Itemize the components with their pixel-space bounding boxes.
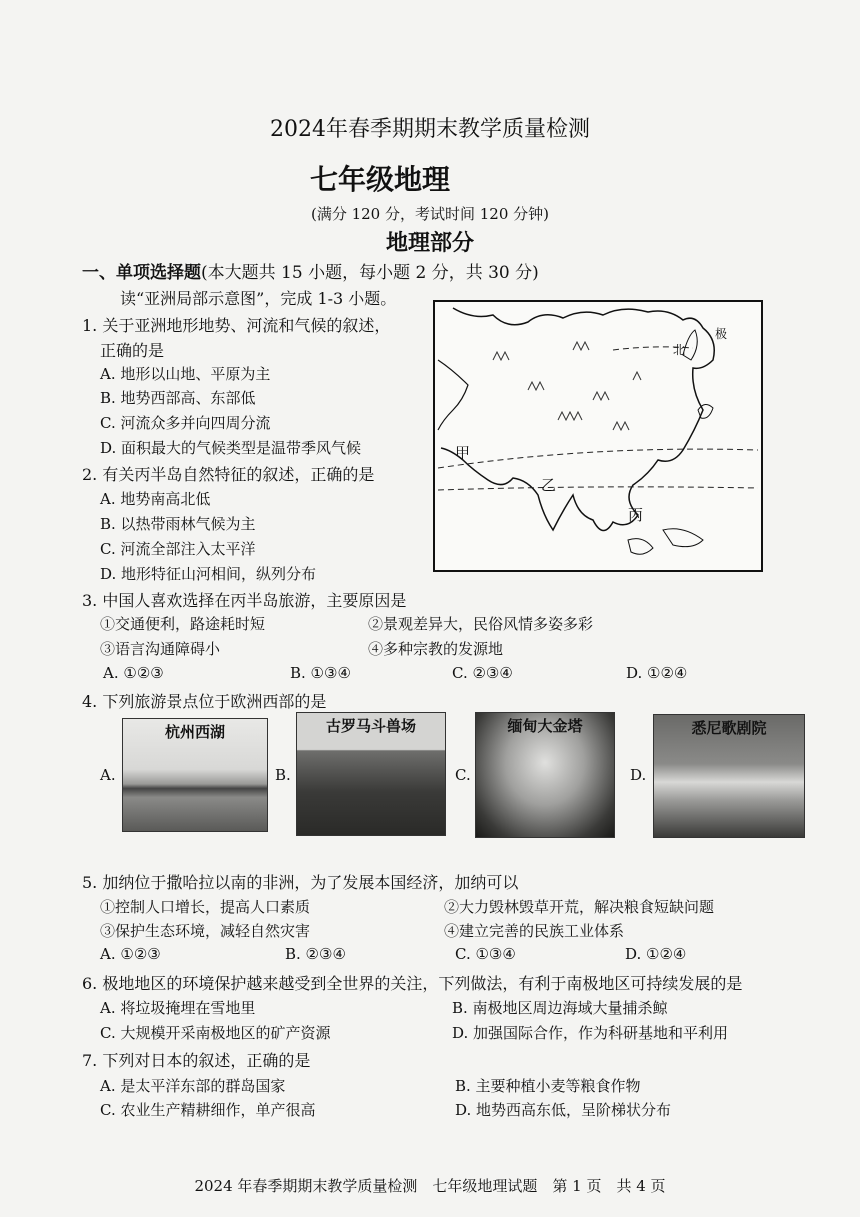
map-label-bing: 丙 [628, 506, 644, 524]
asia-map [433, 300, 763, 572]
q4-stem: 4. 下列旅游景点位于欧洲西部的是 [82, 692, 327, 711]
q1-option-b: B. 地势西部高、东部低 [100, 389, 256, 407]
caption-colosseum: 古罗马斗兽场 [325, 717, 416, 735]
q5-option-b: B. ②③④ [285, 945, 346, 963]
q7-stem: 7. 下列对日本的叙述，正确的是 [82, 1051, 311, 1070]
q1-stem: 1. 关于亚洲地形地势、河流和气候的叙述， [82, 316, 391, 335]
caption-west-lake: 杭州西湖 [164, 723, 225, 741]
map-label-jia: 甲 [455, 444, 471, 462]
q5-stem: 5. 加纳位于撒哈拉以南的非洲，为了发展本国经济，加纳可以 [82, 873, 519, 892]
q6-option-a: A. 将垃圾掩埋在雪地里 [100, 999, 256, 1017]
part-title: 地理部分 [385, 231, 474, 256]
q5-option-d: D. ①②④ [625, 945, 687, 963]
q5-option-a: A. ①②③ [100, 945, 161, 963]
q4-option-c: C. [455, 766, 471, 784]
q1-option-a: A. 地形以山地、平原为主 [100, 365, 271, 383]
q6-option-b: B. 南极地区周边海域大量捕杀鲸 [452, 999, 668, 1017]
section-desc: (本大题共 15 小题，每小题 2 分，共 30 分) [201, 263, 539, 283]
q5-choice-2: ②大力毁林毁草开荒，解决粮食短缺问题 [444, 898, 715, 916]
q5-choice-3: ③保护生态环境，减轻自然灾害 [100, 922, 311, 940]
q1-option-c: C. 河流众多并向四周分流 [100, 414, 271, 432]
q6-option-c: C. 大规模开采南极地区的矿产资源 [100, 1024, 331, 1042]
q7-option-c: C. 农业生产精耕细作，单产很高 [100, 1101, 316, 1119]
section-heading [82, 258, 539, 283]
section-name: 一、单项选择题 [82, 263, 201, 283]
q7-option-a: A. 是太平洋东部的群岛国家 [100, 1077, 286, 1095]
subject-title: 七年级地理 [310, 163, 451, 196]
photo-sydney-opera [653, 714, 805, 838]
q3-option-a: A. ①②③ [103, 664, 164, 682]
map-label-ji: 极 [715, 327, 728, 341]
q2-option-b: B. 以热带雨林气候为主 [100, 515, 256, 533]
q2-option-d: D. 地形特征山河相间，纵列分布 [100, 565, 317, 583]
caption-sydney-opera: 悉尼歌剧院 [691, 719, 767, 737]
q3-option-c: C. ②③④ [452, 664, 513, 682]
q1-option-d: D. 面积最大的气候类型是温带季风气候 [100, 439, 362, 457]
score-note: (满分 120 分，考试时间 120 分钟) [310, 205, 550, 223]
q3-choice-3: ③语言沟通障碍小 [100, 640, 221, 658]
map-intro: 读“亚洲局部示意图”，完成 1-3 小题。 [120, 289, 397, 308]
q2-stem: 2. 有关丙半岛自然特征的叙述，正确的是 [82, 465, 375, 484]
caption-shwedagon: 缅甸大金塔 [507, 717, 583, 735]
q2-option-a: A. 地势南高北低 [100, 490, 211, 508]
q3-option-b: B. ①③④ [290, 664, 351, 682]
q7-option-d: D. 地势西高东低，呈阶梯状分布 [455, 1101, 672, 1119]
photo-colosseum [296, 712, 446, 836]
q5-choice-1: ①控制人口增长，提高人口素质 [100, 898, 311, 916]
q1-stem-cont: 正确的是 [100, 341, 165, 360]
q5-option-c: C. ①③④ [455, 945, 516, 963]
q6-option-d: D. 加强国际合作，作为科研基地和平利用 [452, 1024, 729, 1042]
page-footer: 2024 年春季期期末教学质量检测 七年级地理试题 第 1 页 共 4 页 [194, 1177, 666, 1195]
photo-shwedagon [475, 712, 615, 838]
q2-option-c: C. 河流全部注入太平洋 [100, 540, 256, 558]
q3-choice-4: ④多种宗教的发源地 [368, 640, 504, 658]
q5-choice-4: ④建立完善的民族工业体系 [444, 922, 625, 940]
q4-option-b: B. [275, 766, 291, 784]
map-label-bei: 北 [673, 343, 686, 357]
q4-option-a: A. [100, 766, 116, 784]
q3-stem: 3. 中国人喜欢选择在丙半岛旅游，主要原因是 [82, 591, 407, 610]
exam-title: 2024年春季期期末教学质量检测 [270, 117, 590, 142]
map-label-yi: 乙 [541, 476, 557, 494]
q4-option-d: D. [630, 766, 647, 784]
q7-option-b: B. 主要种植小麦等粮食作物 [455, 1077, 641, 1095]
photo-west-lake [122, 718, 268, 832]
q3-option-d: D. ①②④ [626, 664, 688, 682]
q3-choice-2: ②景观差异大，民俗风情多姿多彩 [368, 615, 594, 633]
q6-stem: 6. 极地地区的环境保护越来越受到全世界的关注，下列做法，有利于南极地区可持续发展的是 [82, 974, 743, 993]
q3-choice-1: ①交通便利，路途耗时短 [100, 615, 266, 633]
